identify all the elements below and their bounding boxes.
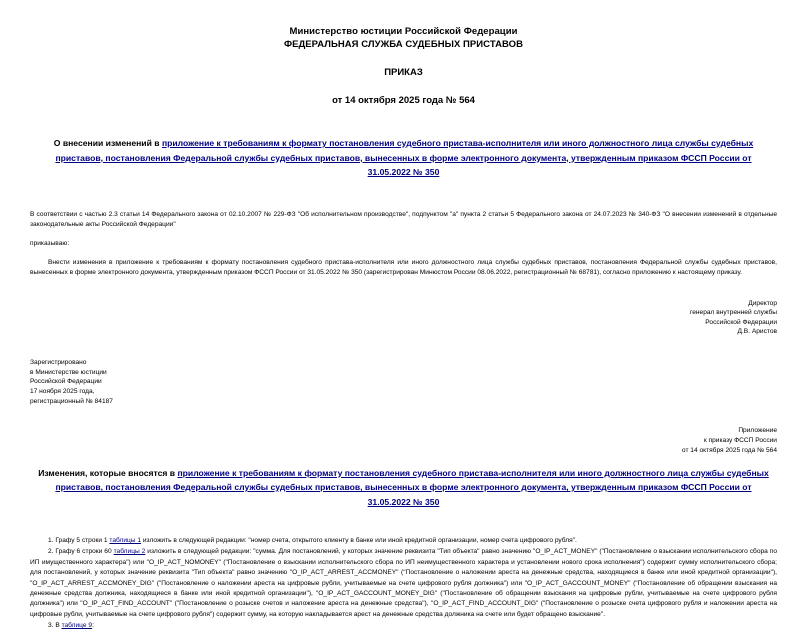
change-item-2-suffix: изложить в следующей редакции: "сумма. Для постановлений, у которых значение реквизита "Тип объекта" равно значению "O_IP_ACT_MONEY" ("Постановление о взыскании исполнительского сбора по ИП имущественного характера") или "O_IP_ACT_NOMONEY" ("Постановление о взыскании исполнительского сбора по ИП неимущественного характера и установлении нового срока исполнения") содержит сумму исполнительского сбора; для постановлений, у которых значение реквизита "Тип объекта" равно значению "O_IP_ACT_ARREST_ACCMONEY" ("Постановление о наложении ареста на денежные средства, находящиеся в банке или иной кредитной организации"), "O_IP_ACT_ARREST_ACCMONEY_DIG" ("Постановление о наложении ареста на цифровые рубли, учитываемые на счете цифрового рубля должника") или "O_IP_ACT_GACCOUNT_MONEY" ("Постановление об обращении взыскания на денежные средства должника, находящиеся в банке или иной кредитной организации"), "O_IP_ACT_GACCOUNT_MONEY_DIG" ("Постановление об обращении взыскания на цифровые рубли, учитываемые на счете цифрового рубля должника") или "O_IP_ACT_FIND_ACCOUNT" ("Постановление о розыске счетов и наложение ареста на денежные средства"), "O_IP_ACT_FIND_ACCOUNT_DIG" ("Постановление о розыске счета цифрового рубля и наложении ареста на цифровые рубли, учитываемые на счете цифрового рубля") содержит сумму, на которую накладывается арест на денежные средства должника на счете или будет обращено взыскание".: [30, 548, 778, 618]
signature-name: Д.В. Аристов: [737, 328, 777, 336]
annex-label: Приложение: [738, 427, 777, 435]
order-keyword: ПРИКАЗ: [384, 67, 423, 78]
registration-number: регистрационный № 84187: [30, 397, 113, 405]
annex-title-link[interactable]: приложение к требованиям к формату постановления судебного пристава-исполнителя или иного должностного лица службы судебных приставов, постановления Федеральной службы судебных приставов, вынесенных в форме электронного документа, утвержденным приказом ФССП России от 31.05.2022 № 350: [55, 467, 769, 507]
annex-title: [30, 466, 777, 510]
signature-rank: генерал внутренней службы: [689, 309, 777, 317]
order-verb-paragraph: приказываю:: [30, 240, 70, 248]
document-header: [30, 0, 777, 107]
amendment-paragraph: Внести изменения в приложение к требованиям к формату постановления судебного пристава-исполнителя или иного должностного лица службы судебных приставов, постановления Федеральной службы судебных приставов, вынесенных в форме электронного документа, утвержденным приказом ФССП России от 31.05.2022 № 350 (зарегистрирован Минюстом России 08.06.2022, регистрационный № 68781), согласно приложению к настоящему приказу.: [30, 258, 777, 277]
change-item-3-prefix: 3. В: [48, 622, 62, 630]
page-title: [30, 136, 777, 180]
change-item-1-prefix: 1. Графу 5 строки 1: [48, 537, 110, 545]
change-item-2-link[interactable]: таблицы 2: [113, 548, 146, 556]
registration-ministry: в Министерстве юстиции: [30, 368, 107, 376]
change-item-1-suffix: изложить в следующей редакции: "номер счета, открытого клиенту в банке или иной кредитной организации, номер счета цифрового рубля".: [141, 537, 577, 545]
change-item-3-suffix: :: [92, 622, 94, 630]
registration-date: 17 ноября 2025 года,: [30, 388, 95, 396]
change-item-1: [30, 536, 777, 546]
main-title-link[interactable]: приложение к требованиям к формату постановления судебного пристава-исполнителя или иного должностного лица службы судебных приставов, постановления Федеральной службы судебных приставов, вынесенных в форме электронного документа, утвержденным приказом ФССП России от 31.05.2022 № 350: [55, 138, 754, 177]
signature-position: Директор: [748, 299, 777, 307]
ministry-name: Министерство юстиции Российской Федерации: [289, 26, 518, 37]
changes-list: [30, 536, 777, 632]
signature-country: Российской Федерации: [705, 318, 777, 326]
change-item-3: [30, 621, 777, 631]
registration-block: [30, 358, 777, 407]
main-title-lead: О внесении изменений в: [53, 138, 162, 148]
annex-order-source: к приказу ФССП России: [703, 437, 777, 445]
annex-title-lead: Изменения, которые вносятся в: [38, 467, 178, 478]
annex-reference-block: [30, 426, 777, 455]
signature-block: [30, 299, 777, 337]
change-item-1-link[interactable]: таблицы 1: [109, 537, 142, 545]
annex-order-date: от 14 октября 2025 года № 564: [681, 446, 777, 454]
service-name: ФЕДЕРАЛЬНАЯ СЛУЖБА СУДЕБНЫХ ПРИСТАВОВ: [283, 38, 524, 50]
registration-label: Зарегистрировано: [30, 358, 87, 366]
change-item-3-link[interactable]: таблице 9: [61, 622, 93, 630]
order-date-number: от 14 октября 2025 года № 564: [332, 94, 475, 106]
legal-basis-paragraph: В соответствии с частью 2.3 статьи 14 Федерального закона от 02.10.2007 № 229-ФЗ "Об исполнительном производстве", подпунктом "а" пункта 2 статьи 5 Федерального закона от 24.07.2023 № 340-ФЗ "О внесении изменений в отдельные законодательные акты Российской Федерации": [30, 210, 777, 228]
change-item-2-prefix: 2. Графу 6 строки 60: [48, 548, 114, 556]
change-item-2: [30, 547, 777, 620]
registration-country: Российской Федерации: [30, 378, 102, 386]
